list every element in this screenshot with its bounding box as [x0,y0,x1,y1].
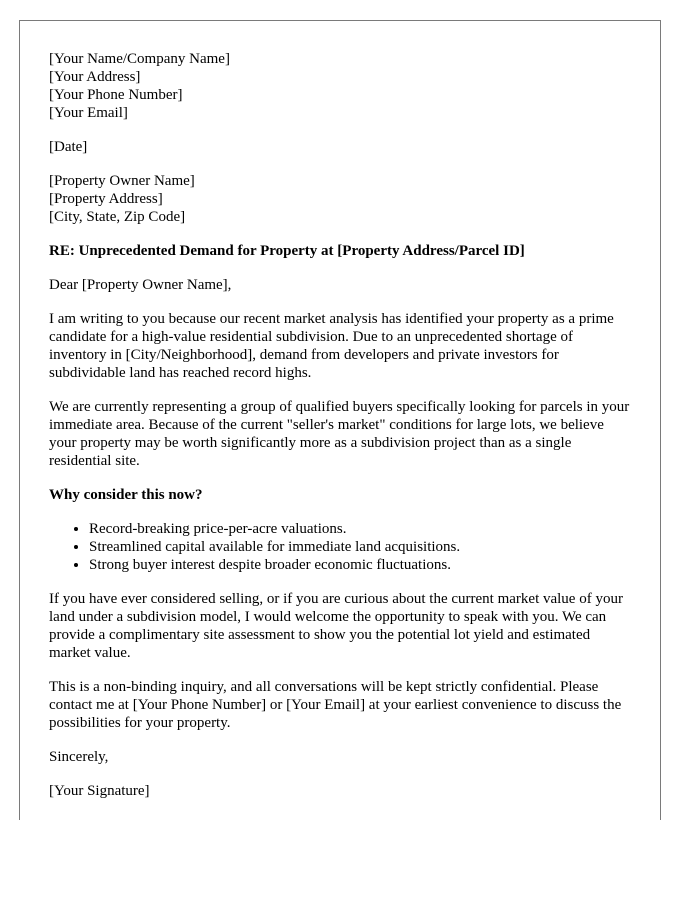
date-block [49,138,632,156]
sender-name: [Your Name/Company Name] [49,51,230,67]
signature: [Your Signature] [49,783,150,799]
body-paragraph-2: We are currently representing a group of qualified buyers specifically looking for parcels in your immediate area. Because of the current "seller's market" conditions for large lots, we believe your property may be worth significantly more as a subdivision project than as a single residential site. [49,399,630,469]
letter-date: [Date] [49,139,88,155]
letter-page [19,20,661,820]
reasons-list [49,520,632,574]
sender-phone: [Your Phone Number] [49,87,183,103]
sender-address: [Your Address] [49,69,141,85]
subject-line: RE: Unprecedented Demand for Property at [Property Address/Parcel ID] [49,243,525,259]
recipient-address: [Property Address] [49,191,163,207]
list-item: • Streamlined capital available for immediate land acquisitions. [89,538,632,556]
recipient-city-state-zip: [City, State, Zip Code] [49,209,186,225]
signoff: Sincerely, [49,749,109,765]
salutation: Dear [Property Owner Name], [49,277,232,293]
list-item: • Strong buyer interest despite broader economic fluctuations. [89,556,632,574]
sender-email: [Your Email] [49,105,128,121]
sender-block [49,50,632,122]
recipient-block [49,172,632,226]
recipient-name: [Property Owner Name] [49,173,195,189]
body-paragraph-1: I am writing to you because our recent market analysis has identified your property as a prime candidate for a high-value residential subdivision. Due to an unprecedented shortage of inventory in [City/Neighborhood], demand from developers and private investors for subdividable land has reached record highs. [49,311,614,381]
closing-paragraph-2: This is a non-binding inquiry, and all conversations will be kept strictly confidential. Please contact me at [Your Phone Number] or [Your Email] at your earliest convenience to discuss the possibilities for your property. [49,679,622,731]
section-heading: Why consider this now? [49,487,203,503]
list-item: • Record-breaking price-per-acre valuations. [89,520,632,538]
closing-paragraph-1: If you have ever considered selling, or if you are curious about the current market value of your land under a subdivision model, I would welcome the opportunity to speak with you. We can provide a complimentary site assessment to show you the potential lot yield and estimated market value. [49,591,623,661]
